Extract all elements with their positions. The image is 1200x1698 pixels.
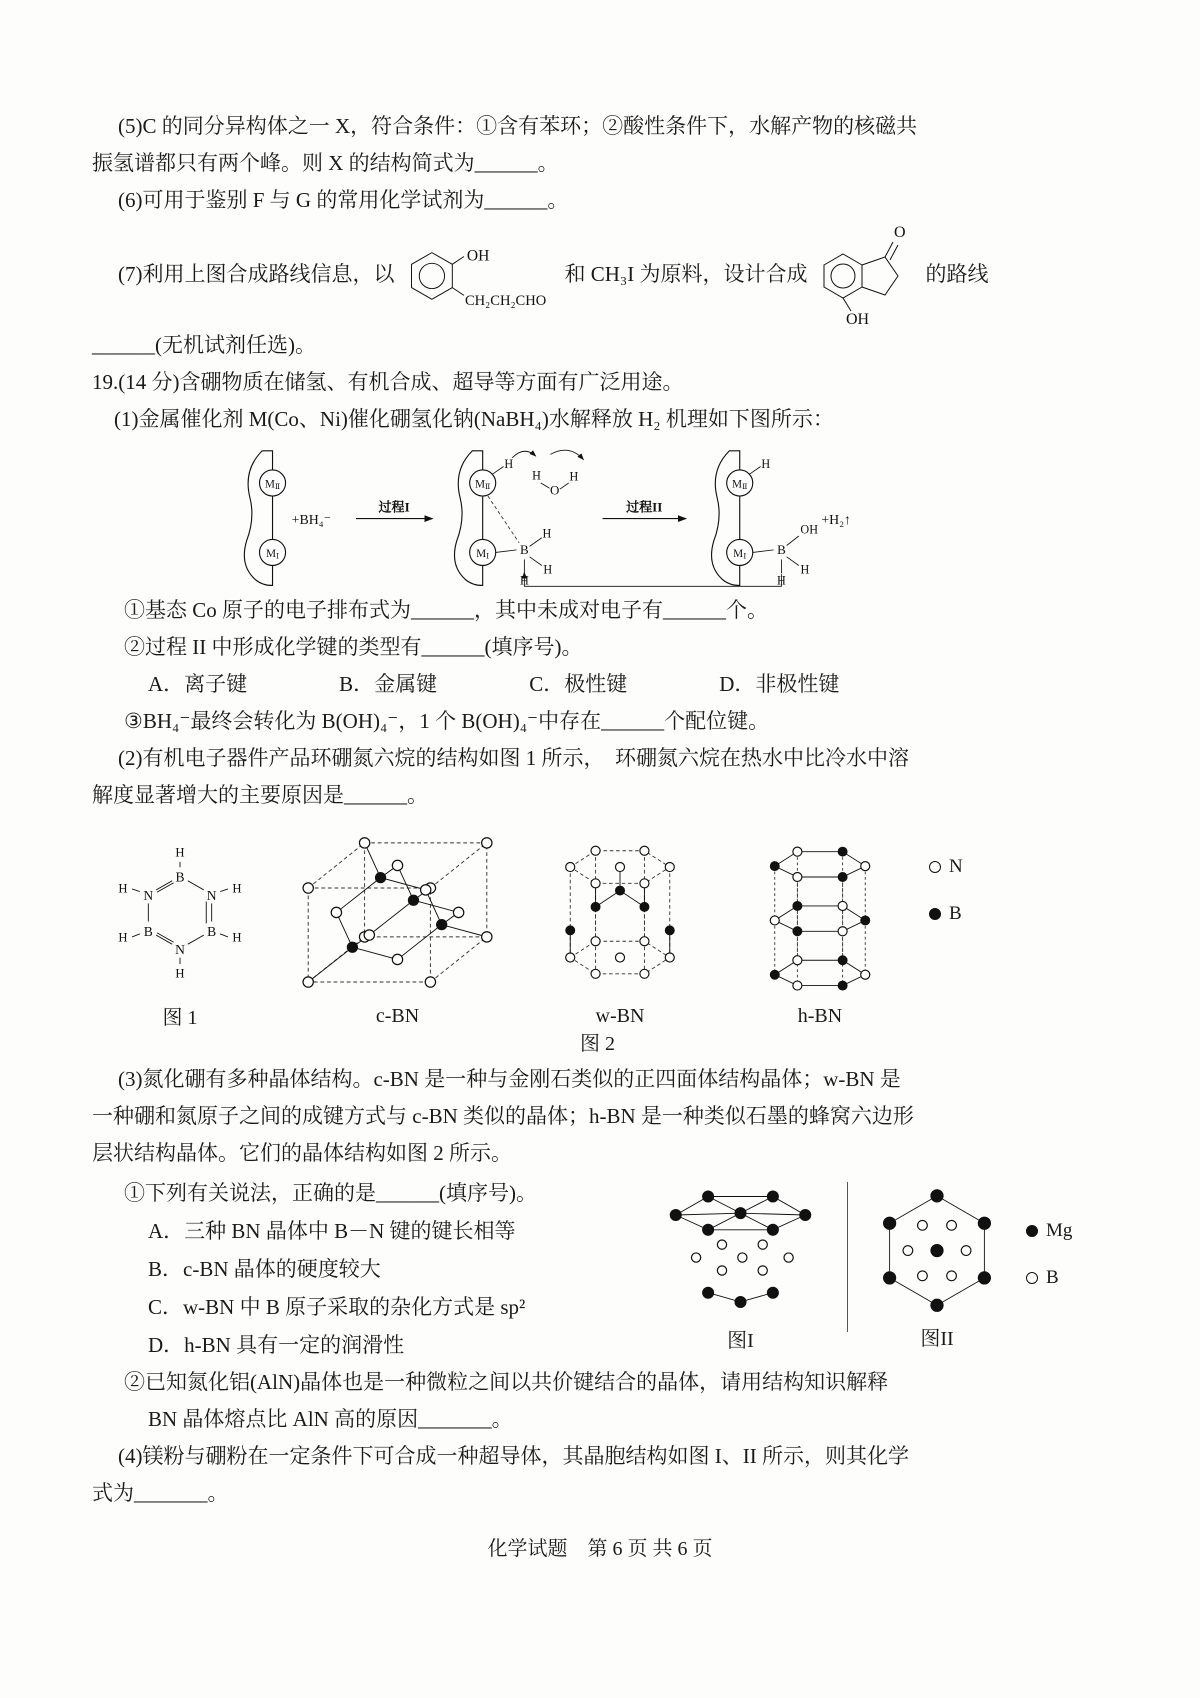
ring-b-label: B bbox=[207, 924, 217, 940]
footer-text: 化学试题 第 6 页 共 6 页 bbox=[487, 1538, 713, 1560]
q19-part3-line2: 一种硼和氮原子之间的成键方式与 c-BN 类似的晶体；h-BN 是一种类似石墨的蜂窝六边形 bbox=[92, 1104, 914, 1128]
m2-site-label: MⅡ bbox=[732, 478, 748, 492]
m1-site-label: MⅠ bbox=[476, 547, 490, 561]
b-legend-icon bbox=[1026, 1272, 1038, 1284]
q18-5-line2: 振氢谱都只有两个峰。则 X 的结构简式为______。 bbox=[92, 151, 559, 175]
q19-part1-intro: (1)金属催化剂 M(Co、Ni)催化硼氢化钠(NaBH₄)水解释放 H₂ 机理如下图所示： bbox=[114, 407, 834, 431]
q19-title: 19.(14 分)含硼物质在储氢、有机合成、超导等方面有广泛用途。 bbox=[92, 370, 684, 394]
q19-1-sub2-options bbox=[92, 666, 1112, 703]
h-atom-label: H bbox=[800, 562, 810, 577]
cell-figure-2-block bbox=[862, 1178, 1012, 1352]
q18-5-line1: (5)C 的同分异构体之一 X，符合条件：①含有苯环；②酸性条件下，水解产物的核磁共 bbox=[118, 114, 918, 138]
step2-label: 过程II bbox=[626, 499, 663, 515]
borazine-structure bbox=[94, 822, 266, 1003]
h-atom-label: H bbox=[543, 562, 553, 577]
hbn-block bbox=[725, 829, 915, 1029]
option-c: C．w-BN 中 B 原子采取的杂化方式是 sp² bbox=[148, 1295, 526, 1319]
cell-figure-1-block bbox=[648, 1178, 833, 1354]
cell-figure-2 bbox=[862, 1178, 1012, 1324]
b-legend-icon bbox=[929, 908, 941, 920]
wbn-bonds bbox=[570, 867, 670, 957]
oh-group-label: OH bbox=[800, 522, 818, 537]
q18-7-row bbox=[92, 221, 1112, 327]
h2-release-label: +H₂↑ bbox=[821, 512, 851, 528]
figure2-caption: 图 2 bbox=[580, 1033, 615, 1055]
q19-part4-line2: 式为_______。 bbox=[92, 1481, 229, 1505]
bh4-reactant-label: +BH₄⁻ bbox=[291, 512, 331, 528]
cell-figure-2-caption: 图II bbox=[920, 1328, 954, 1350]
h-atom-label: H bbox=[542, 526, 552, 541]
m1-site-label: MⅠ bbox=[733, 547, 747, 561]
cell-figure-1 bbox=[648, 1178, 833, 1326]
cbn-block bbox=[280, 822, 515, 1029]
m2-site-label: MⅡ bbox=[475, 478, 491, 492]
indanone-oh-label: OH bbox=[845, 311, 869, 327]
q19-part4-line1: (4)镁粉与硼粉在一定条件下可合成一种超导体，其晶胞结构如图 I、II 所示，则其化学 bbox=[118, 1444, 909, 1468]
figure1-block bbox=[94, 822, 266, 1031]
ring-n-label: N bbox=[143, 887, 154, 903]
q19-3-sub2-line1: ②已知氮化铝(AlN)晶体也是一种微粒之间以共价键结合的晶体，请用结构知识解释 bbox=[124, 1370, 889, 1394]
q19-1-sub2: ②过程 II 中形成化学键的类型有______(填序号)。 bbox=[124, 635, 583, 659]
q19-part3-line3: 层状结构晶体。它们的晶体结构如图 2 所示。 bbox=[92, 1141, 512, 1165]
figures-1-2-row bbox=[94, 822, 1112, 1057]
m1-site-label: MⅠ bbox=[265, 547, 280, 561]
cell1-mg-atoms-bottom bbox=[703, 1287, 779, 1307]
unit-cell-figures bbox=[648, 1174, 1072, 1354]
hbn-layer3-atoms bbox=[770, 956, 870, 990]
q19-part3-line1: (3)氮化硼有多种晶体结构。c-BN 是一种与金刚石类似的正四面体结构晶体；w-BN 是 bbox=[118, 1067, 901, 1091]
cbn-structure bbox=[280, 822, 515, 1001]
q19-part2-line1: (2)有机电子器件产品环硼氮六烷的结构如图 1 所示， 环硼氮六烷在热水中比冷水中溶 bbox=[118, 746, 909, 770]
q19-part2-line2: 解度显著增大的主要原因是______。 bbox=[92, 783, 428, 807]
water-h-label: H bbox=[569, 469, 579, 484]
q18-7-pre: (7)利用上图合成路线信息，以 bbox=[118, 261, 395, 286]
wbn-b-atoms bbox=[566, 886, 675, 935]
ring-n-label: N bbox=[175, 942, 185, 958]
cell-figures-legend bbox=[1026, 1212, 1072, 1296]
ring-h-label: H bbox=[175, 966, 185, 981]
boron-label: B bbox=[777, 542, 786, 558]
m2-site-label: MⅡ bbox=[264, 478, 281, 492]
cell1-b-atoms-middle bbox=[691, 1240, 793, 1275]
b-legend-label: B bbox=[1046, 1267, 1059, 1288]
h-atom-label: H bbox=[761, 457, 771, 472]
q19-part3-options bbox=[92, 1174, 648, 1364]
h-atom-label: H bbox=[519, 573, 529, 588]
option-b: B．金属键 bbox=[339, 672, 438, 696]
q18-7-tail: ______(无机试剂任选)。 bbox=[92, 333, 316, 357]
q18-7-post: 的路线 bbox=[925, 261, 989, 286]
figure2-block bbox=[280, 822, 915, 1057]
option-c: C．极性键 bbox=[529, 672, 628, 696]
n-legend-label: N bbox=[949, 856, 963, 877]
option-b: B．c-BN 晶体的硬度较大 bbox=[148, 1257, 381, 1281]
indanone-structure bbox=[808, 221, 926, 327]
boron-label: B bbox=[520, 542, 529, 558]
figure-divider bbox=[847, 1182, 848, 1332]
n-legend-icon bbox=[929, 861, 941, 873]
q19-1-sub1: ①基态 Co 原子的电子排布式为______，其中未成对电子有______个。 bbox=[124, 598, 769, 622]
ring-h-label: H bbox=[232, 930, 242, 945]
ring-h-label: H bbox=[118, 930, 128, 945]
water-o-label: O bbox=[550, 482, 560, 498]
q19-3-sub2-line2: BN 晶体熔点比 AlN 高的原因_______。 bbox=[148, 1407, 513, 1431]
wbn-caption: w-BN bbox=[595, 1005, 645, 1027]
hbn-layer-bonds bbox=[775, 852, 865, 986]
mg-legend-icon bbox=[1026, 1225, 1038, 1237]
ring-h-label: H bbox=[232, 881, 242, 896]
wbn-block bbox=[525, 829, 715, 1029]
mech-panel-3 bbox=[712, 451, 851, 588]
mechanism-diagram-wrap bbox=[210, 442, 1112, 590]
wbn-n-atoms bbox=[566, 846, 675, 978]
option-d: D．h-BN 具有一定的润滑性 bbox=[148, 1333, 405, 1357]
phenol-structure bbox=[395, 226, 565, 322]
option-d: D．非极性键 bbox=[719, 672, 840, 696]
q19-3-sub1: ①下列有关说法，正确的是______(填序号)。 bbox=[124, 1181, 537, 1205]
option-a: A．离子键 bbox=[148, 672, 248, 696]
wbn-structure bbox=[525, 829, 715, 1001]
mechanism-diagram bbox=[210, 442, 870, 590]
mech-panel-2 bbox=[454, 450, 583, 587]
phenol-oh-label: OH bbox=[466, 247, 489, 265]
cell-figure-1-caption: 图I bbox=[727, 1330, 754, 1352]
h-atom-label: H bbox=[777, 573, 786, 588]
cell1-mg-atoms-top bbox=[670, 1191, 811, 1235]
phenol-chain-label: CH₂CH₂CHO bbox=[464, 293, 546, 310]
mg-legend-label: Mg bbox=[1046, 1220, 1073, 1241]
ring-h-label: H bbox=[175, 845, 185, 860]
figure2-legend bbox=[929, 848, 963, 932]
q19-1-sub3: ③BH₄⁻最终会转化为 B(OH)₄⁻，1 个 B(OH)₄⁻中存在______个配位键。 bbox=[124, 709, 770, 733]
figure1-caption: 图 1 bbox=[162, 1007, 198, 1029]
b-legend-label: B bbox=[949, 903, 962, 924]
ring-n-label: N bbox=[206, 887, 217, 903]
q18-7-mid: 和 CH₃I 为原料，设计合成 bbox=[564, 261, 808, 286]
ring-b-label: B bbox=[175, 869, 185, 885]
cbn-caption: c-BN bbox=[375, 1005, 420, 1027]
hbn-layer1-atoms bbox=[770, 847, 870, 881]
q18-6: (6)可用于鉴别 F 与 G 的常用化学试剂为______。 bbox=[118, 188, 569, 212]
hbn-structure bbox=[725, 829, 915, 1001]
water-h-label: H bbox=[532, 468, 541, 483]
indanone-o-label: O bbox=[893, 224, 906, 241]
step1-label: 过程I bbox=[378, 499, 410, 515]
hbn-caption: h-BN bbox=[797, 1005, 843, 1027]
ring-h-label: H bbox=[118, 881, 128, 896]
mech-panel-1 bbox=[244, 451, 331, 586]
q19-part3-sub1-block bbox=[92, 1174, 1112, 1364]
ring-b-label: B bbox=[143, 924, 153, 940]
h-atom-label: H bbox=[504, 457, 514, 472]
page-footer bbox=[0, 1531, 1200, 1568]
recycle-arrow bbox=[524, 572, 781, 586]
hbn-layer2-atoms bbox=[770, 901, 870, 935]
option-a: A．三种 BN 晶体中 B－N 键的键长相等 bbox=[148, 1219, 516, 1243]
cell2-mg-atoms bbox=[883, 1190, 990, 1312]
